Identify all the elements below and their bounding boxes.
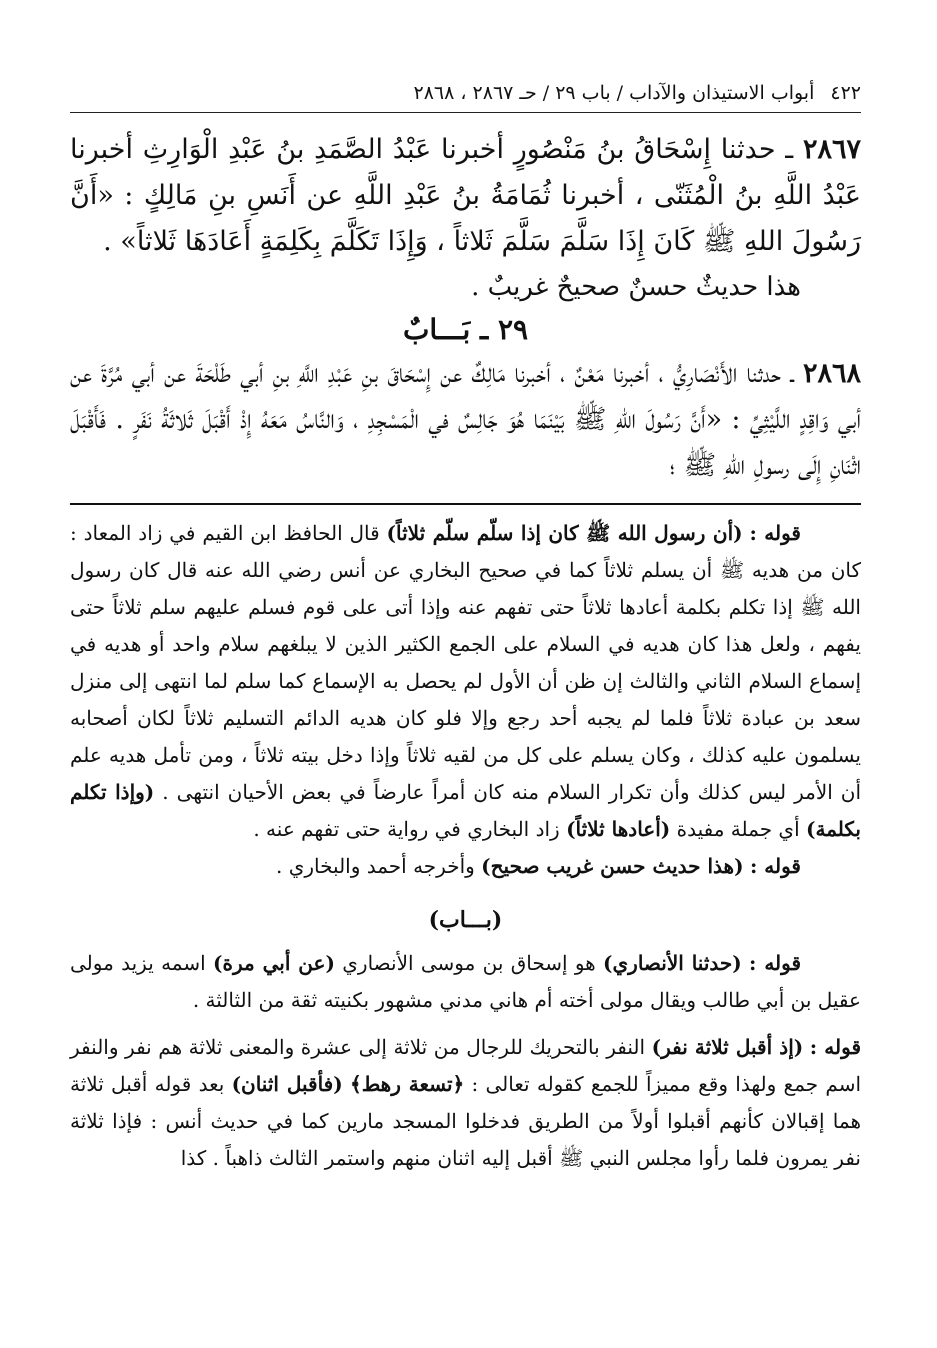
chapter-label: ـ بَـــابٌ bbox=[402, 313, 489, 346]
commentary-quote: (فأقبل اثنان) bbox=[231, 1072, 343, 1096]
hadith-text: ـ حدثنا الأَنْصَارِيُّ ، أخبرنا مَعْنٌ ، أخبرنا مَالِكٌ عن إِسْحَاقَ بنِ عَبْدِ اللَّهِ بنِ أبي طَلْحَةَ عن أبي مُرَّةَ عن أبي وَاقِدٍ اللَّيْثِيِّ : «أَنَّ رَسُولَ اللهِ ﷺ بَيْنَمَا هُوَ جَالِسٌ في الْمَسْجِدِ ، وَالنَّاسُ مَعَهُ إِذْ أَقْبَلَ ثَلاثَةُ نَفَرٍ . فَأَقْبَلَ اثْنَانِ إِلَى رسولِ اللهِ ﷺ ؛ bbox=[70, 358, 861, 481]
commentary-quote: (إذ أقبل ثلاثة نفر) bbox=[651, 1035, 804, 1059]
hadith-text: ـ حدثنا إِسْحَاقُ بنُ مَنْصُورٍ أخبرنا عَبْدُ الصَّمَدِ بنُ عَبْدِ الْوَارِثِ أخبرنا عَبْدُ اللَّهِ بنُ الْمُثَنّى ، أخبرنا ثُمَامَةُ بنُ عَبْدِ اللَّهِ عن أَنَسِ بنِ مَالِكٍ : «أَنَّ رَسُولَ اللهِ ﷺ كَانَ إِذَا سَلَّمَ سَلَّمَ ثَلاثاً ، وَإِذَا تَكَلَّمَ بِكَلِمَةٍ أَعَادَهَا ثَلاثاً» . bbox=[70, 134, 861, 257]
commentary-quote: (حدثنا الأنصاري) bbox=[603, 951, 742, 975]
commentary-label: قوله : bbox=[749, 854, 801, 878]
page-number: ٤٢٢ bbox=[830, 82, 861, 104]
commentary-label: قوله : bbox=[809, 1035, 862, 1059]
commentary-text: بعد قوله أقبل ثلاثة هما إقبالان كأنهم أقبلوا أولاً من الطريق فدخلوا المسجد مارين كما في حديث أنس : فإذا ثلاثة نفر يمرون فلما رأوا مجلس النبي ﷺ أقبل إليه اثنان منهم واستمر الثالث ذاهباً . كذا bbox=[70, 1072, 861, 1170]
chapter-heading bbox=[70, 309, 861, 351]
bab-heading: (بـــاب) bbox=[428, 907, 503, 933]
commentary-text: زاد البخاري في رواية حتى تفهم عنه . bbox=[253, 817, 560, 841]
running-header bbox=[70, 78, 861, 113]
commentary-text: هو إسحاق بن موسى الأنصاري bbox=[342, 951, 596, 975]
hadith-number: ٢٨٦٨ bbox=[802, 358, 861, 389]
commentary-label: قوله : bbox=[749, 521, 801, 545]
hadith-2868 bbox=[70, 351, 861, 489]
commentary-text: النفر بالتحريك للرجال من ثلاثة إلى عشرة والمعنى ثلاثة هم نفر والنفر اسم جمع ولهذا وقع مميزاً للجمع كقوله تعالى : bbox=[70, 1035, 862, 1096]
footnote-divider bbox=[70, 503, 861, 505]
commentary-quote: (عن أبي مرة) bbox=[213, 951, 335, 975]
commentary-text: وأخرجه أحمد والبخاري . bbox=[276, 854, 475, 878]
running-title: أبواب الاستيذان والآداب / باب ٢٩ / حـ ٢٨٦٧ ، ٢٨٦٨ bbox=[413, 82, 815, 104]
chapter-number: ٢٩ bbox=[497, 313, 529, 346]
commentary-text: أي جملة مفيدة bbox=[676, 817, 800, 841]
commentary-paragraph bbox=[70, 945, 861, 1019]
commentary-quote: (هذا حديث حسن غريب صحيح) bbox=[481, 854, 744, 878]
commentary-paragraph bbox=[70, 1029, 861, 1177]
hadith-2867 bbox=[70, 127, 861, 265]
hadith-grade: هذا حديثٌ حسنٌ صحيحٌ غريبٌ . bbox=[471, 272, 801, 302]
commentary-quote: (وإذا تكلم بكلمة) bbox=[70, 780, 861, 841]
commentary-quote: (أعادها ثلاثاً) bbox=[566, 817, 671, 841]
commentary-text: اسمه يزيد مولى عقيل بن أبي طالب ويقال مولى أخته أم هاني مدني مشهور بكنيته ثقة من الثالثة . bbox=[70, 951, 861, 1012]
hadith-number: ٢٨٦٧ bbox=[802, 134, 861, 165]
commentary-text: قال الحافظ ابن القيم في زاد المعاد : كان من هديه ﷺ أن يسلم ثلاثاً كما في صحيح البخاري عن أنس رضي الله عنه قال كان رسول الله ﷺ إذا تكلم بكلمة أعادها ثلاثاً حتى تفهم عنه وإذا أتى على قوم فسلم عليهم سلم ثلاثاً حتى يفهم ، ولعل هذا كان هديه في السلام على الجمع الكثير الذين لا يبلغهم سلام واحد أو هديه في إسماع السلام الثاني والثالث إن ظن أن الأول لم يحصل به الإسماع كما سلم لما انتهى إلى منزل سعد بن عبادة ثلاثاً فلما لم يجبه أحد رجع وإلا فلو كان هديه الدائم التسليم ثلاثاً لكان أصحابه يسلمون عليه كذلك ، وكان يسلم على كل من لقيه ثلاثاً وإذا دخل بيته ثلاثاً ، ومن تأمل هديه علم أن الأمر ليس كذلك وأن تكرار السلام منه كان أمراً عارضاً في بعض الأحيان انتهى . bbox=[70, 521, 862, 804]
commentary-label: قوله : bbox=[749, 951, 802, 975]
commentary-quote: (أن رسول الله ﷺ كان إذا سلّم سلّم ثلاثاً) bbox=[386, 521, 743, 545]
commentary-paragraph bbox=[70, 515, 861, 848]
commentary-quote: ﴿تسعة رهط﴾ bbox=[349, 1072, 465, 1096]
commentary-paragraph bbox=[70, 848, 861, 885]
